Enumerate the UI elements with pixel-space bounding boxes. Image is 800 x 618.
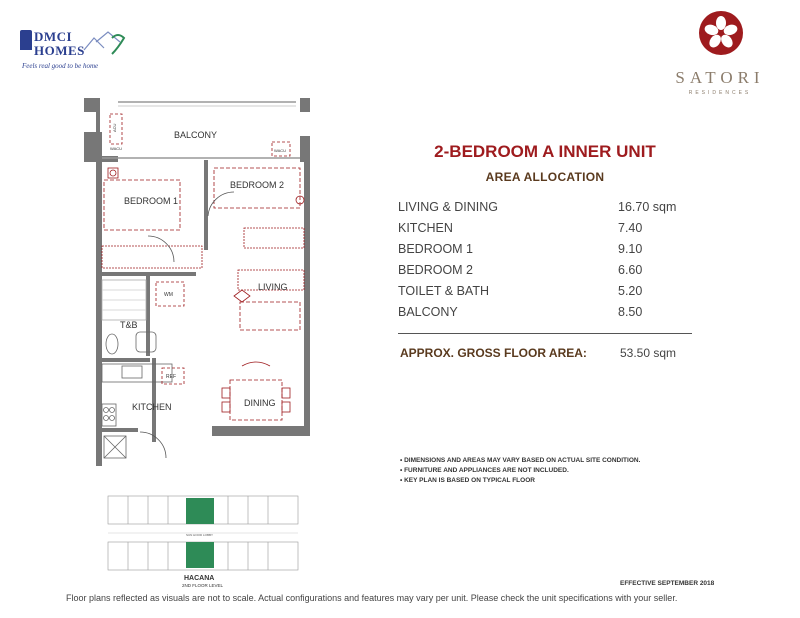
- area-value: 7.40: [618, 221, 643, 235]
- wacu-right-label: WACU: [274, 148, 287, 153]
- area-label: BEDROOM 1: [398, 242, 474, 256]
- acu-label: ACU: [112, 123, 117, 132]
- keyplan-corridor-label: SUN HOOD LOBBY: [186, 533, 214, 537]
- living-furniture: [234, 270, 304, 330]
- area-row-kitchen: [398, 221, 698, 241]
- area-value: 5.20: [618, 284, 643, 298]
- dining-label: DINING: [244, 398, 276, 408]
- highlighted-unit-upper: [186, 498, 214, 524]
- developer-name-line1: DMCI: [34, 29, 73, 44]
- area-label: TOILET & BATH: [398, 284, 489, 298]
- sakura-flower-icon: [698, 10, 744, 56]
- developer-name: [34, 30, 85, 58]
- note-item: • DIMENSIONS AND AREAS MAY VARY BASED ON ACTUAL SITE CONDITION.: [400, 457, 641, 464]
- developer-name-line2: HOMES: [34, 43, 85, 58]
- highlighted-unit-lower: [186, 542, 214, 568]
- kitchen-label: KITCHEN: [132, 402, 172, 412]
- key-plan: [102, 490, 302, 590]
- unit-title: 2-BEDROOM A INNER UNIT: [434, 142, 656, 161]
- wm-label: WM: [164, 292, 173, 298]
- area-row-bedroom1: [398, 242, 698, 262]
- developer-logo: [20, 30, 130, 78]
- dining-furniture: [222, 362, 290, 420]
- area-value: 6.60: [618, 263, 643, 277]
- floor-plan: [82, 96, 312, 476]
- house-icon: [82, 30, 128, 56]
- area-allocation-heading: AREA ALLOCATION: [485, 170, 605, 184]
- ref-label: REF: [166, 374, 176, 380]
- footer-disclaimer: Floor plans reflected as visuals are not to scale. Actual configurations and features may vary per unit. Please check the unit specifications with your seller.: [66, 593, 678, 603]
- note-item: • FURNITURE AND APPLIANCES ARE NOT INCLUDED.: [400, 467, 569, 474]
- developer-tagline: Feels real good to be home: [22, 62, 99, 70]
- area-label: BALCONY: [398, 305, 458, 319]
- gross-floor-area-value: 53.50 sqm: [620, 346, 677, 360]
- balcony-label: BALCONY: [174, 130, 218, 140]
- divider: [398, 333, 692, 334]
- project-subname: RESIDENCES: [688, 90, 752, 96]
- area-value: 9.10: [618, 242, 643, 256]
- bedroom1-label: BEDROOM 1: [124, 196, 179, 206]
- note-item: • KEY PLAN IS BASED ON TYPICAL FLOOR: [400, 477, 535, 484]
- notes-list: [400, 456, 640, 486]
- gross-floor-area-label: APPROX. GROSS FLOOR AREA:: [400, 346, 587, 360]
- living-label: LIVING: [258, 282, 288, 292]
- bedroom2-label: BEDROOM 2: [230, 180, 285, 190]
- area-row-bedroom2: [398, 263, 698, 283]
- bedroom1-furniture: [102, 168, 202, 268]
- wacu-left-label: WACU: [110, 146, 123, 151]
- area-row-living-dining: [398, 200, 698, 220]
- effective-date: EFFECTIVE SEPTEMBER 2018: [620, 580, 715, 587]
- area-label: LIVING & DINING: [398, 200, 499, 214]
- area-value: 8.50: [618, 305, 643, 319]
- area-value: 16.70 sqm: [618, 200, 677, 214]
- area-label: BEDROOM 2: [398, 263, 474, 277]
- area-row-balcony: [398, 305, 698, 325]
- area-label: KITCHEN: [398, 221, 453, 235]
- tb-label: T&B: [120, 320, 138, 330]
- dmci-logo-mark: [20, 30, 32, 50]
- project-logo: [660, 10, 780, 100]
- project-name: SATORI: [675, 68, 765, 87]
- keyplan-level: 2ND FLOOR LEVEL: [182, 583, 224, 588]
- area-row-toilet-bath: [398, 284, 698, 304]
- keyplan-name: HACANA: [184, 575, 215, 582]
